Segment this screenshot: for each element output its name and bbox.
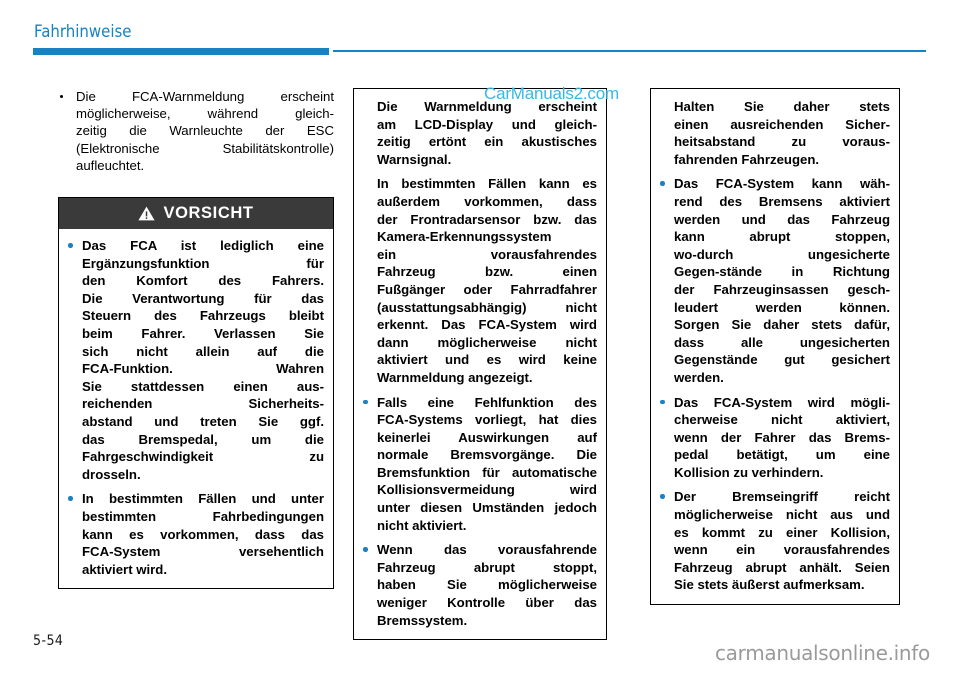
vorsicht-body	[59, 229, 333, 588]
vorsicht-warning-box	[58, 197, 334, 589]
header-rule-line	[333, 50, 926, 52]
vorsicht-bullet-item: Das FCA ist lediglich eine Ergänzungsfunktion für den Komfort des Fahrers. Die Verantwortung für das Steuern des Fahrzeugs bleibt beim Fahrer. Verlassen Sie sich nicht allein auf die FCA-Funktion. Wahren Sie stattdessen einen aus- reichenden Sicherheits- abstand und treten Sie ggf. das Bremspedal, um die Fahrgeschwindigkeit zu drosseln.	[66, 237, 324, 483]
note-two-paragraph: In bestimmten Fällen kann es außerdem vorkommen, dass der Frontradarsensor bzw. das Kamera-Erkennungssystem ein vorausfahrendes Fahrzeug bzw. einen Fußgänger oder Fahrradfahrer (ausstattungsabhängig) nicht erkennt. Das FCA-System wird dann möglicherweise nicht aktiviert und es wird keine Warnmeldung angezeigt.	[377, 176, 597, 385]
note-box-two-paragraphs	[361, 98, 597, 387]
vorsicht-bullet-list	[66, 237, 324, 578]
note-box-three	[650, 88, 900, 605]
page-header	[0, 0, 960, 62]
note-three-paragraph: Halten Sie daher stets einen ausreichenden Sicher- heitsabstand zu voraus- fahrenden Fahrzeugen.	[674, 99, 890, 167]
column-two	[353, 88, 607, 640]
carmanuals-watermark: CarManuals2.com	[484, 84, 619, 103]
vorsicht-header	[59, 198, 333, 229]
intro-bullet-list	[58, 88, 334, 174]
intro-bullet-item: Die FCA-Warnmeldung erscheint möglicherweise, während gleich- zeitig die Warnleuchte der ESC (Elektronische Stabilitätskontrolle) aufleuchtet.	[58, 88, 334, 174]
note-box-three-paragraphs	[658, 98, 890, 168]
note-box-two-bullet-list	[361, 394, 597, 630]
header-accent-bar	[33, 48, 329, 55]
vorsicht-bullet-item: In bestimmten Fällen und unter bestimmten Fahrbedingungen kann es vorkommen, dass das FCA-System versehentlich aktiviert wird.	[66, 490, 324, 578]
page-number: 5-54	[33, 633, 64, 649]
note-three-bullet-item: Das FCA-System wird mögli- cherweise nicht aktiviert, wenn der Fahrer das Brems- pedal betätigt, um eine Kollision zu verhindern.	[658, 394, 890, 482]
note-box-three-bullet-list	[658, 175, 890, 594]
column-one	[58, 88, 334, 589]
vorsicht-label: VORSICHT	[163, 204, 254, 223]
note-box-two	[353, 88, 607, 640]
note-three-bullet-item: Das FCA-System kann wäh- rend des Bremsens aktiviert werden und das Fahrzeug kann abrupt stoppen, wo-durch ungesicherte Gegen-stände in Richtung der Fahrzeuginsassen gesch- leudert werden können. Sorgen Sie daher stets dafür, dass alle ungesicherten Gegenstände gut gesichert werden.	[658, 175, 890, 386]
footer-url: carmanualsonline.info	[714, 641, 930, 665]
warning-triangle-icon	[138, 206, 155, 221]
note-three-bullet-item: Der Bremseingriff reicht möglicherweise nicht aus und es kommt zu einer Kollision, wenn ein vorausfahrendes Fahrzeug abrupt anhält. Seien Sie stets äußerst aufmerksam.	[658, 488, 890, 594]
note-two-bullet-item: Wenn das vorausfahrende Fahrzeug abrupt stoppt, haben Sie möglicherweise weniger Kontrolle über das Bremssystem.	[361, 541, 597, 629]
note-two-bullet-item: Falls eine Fehlfunktion des FCA-Systems vorliegt, hat dies keinerlei Auswirkungen auf normale Bremsvorgänge. Die Bremsfunktion für automatische Kollisionsvermeidung wird unter diesen Umständen jedoch nicht aktiviert.	[361, 394, 597, 535]
note-two-paragraph: Die Warnmeldung erscheint am LCD-Display und gleich- zeitig ertönt ein akustisches Warnsignal.	[377, 99, 597, 167]
page-title: Fahrhinweise	[34, 22, 132, 42]
column-three	[650, 88, 900, 605]
